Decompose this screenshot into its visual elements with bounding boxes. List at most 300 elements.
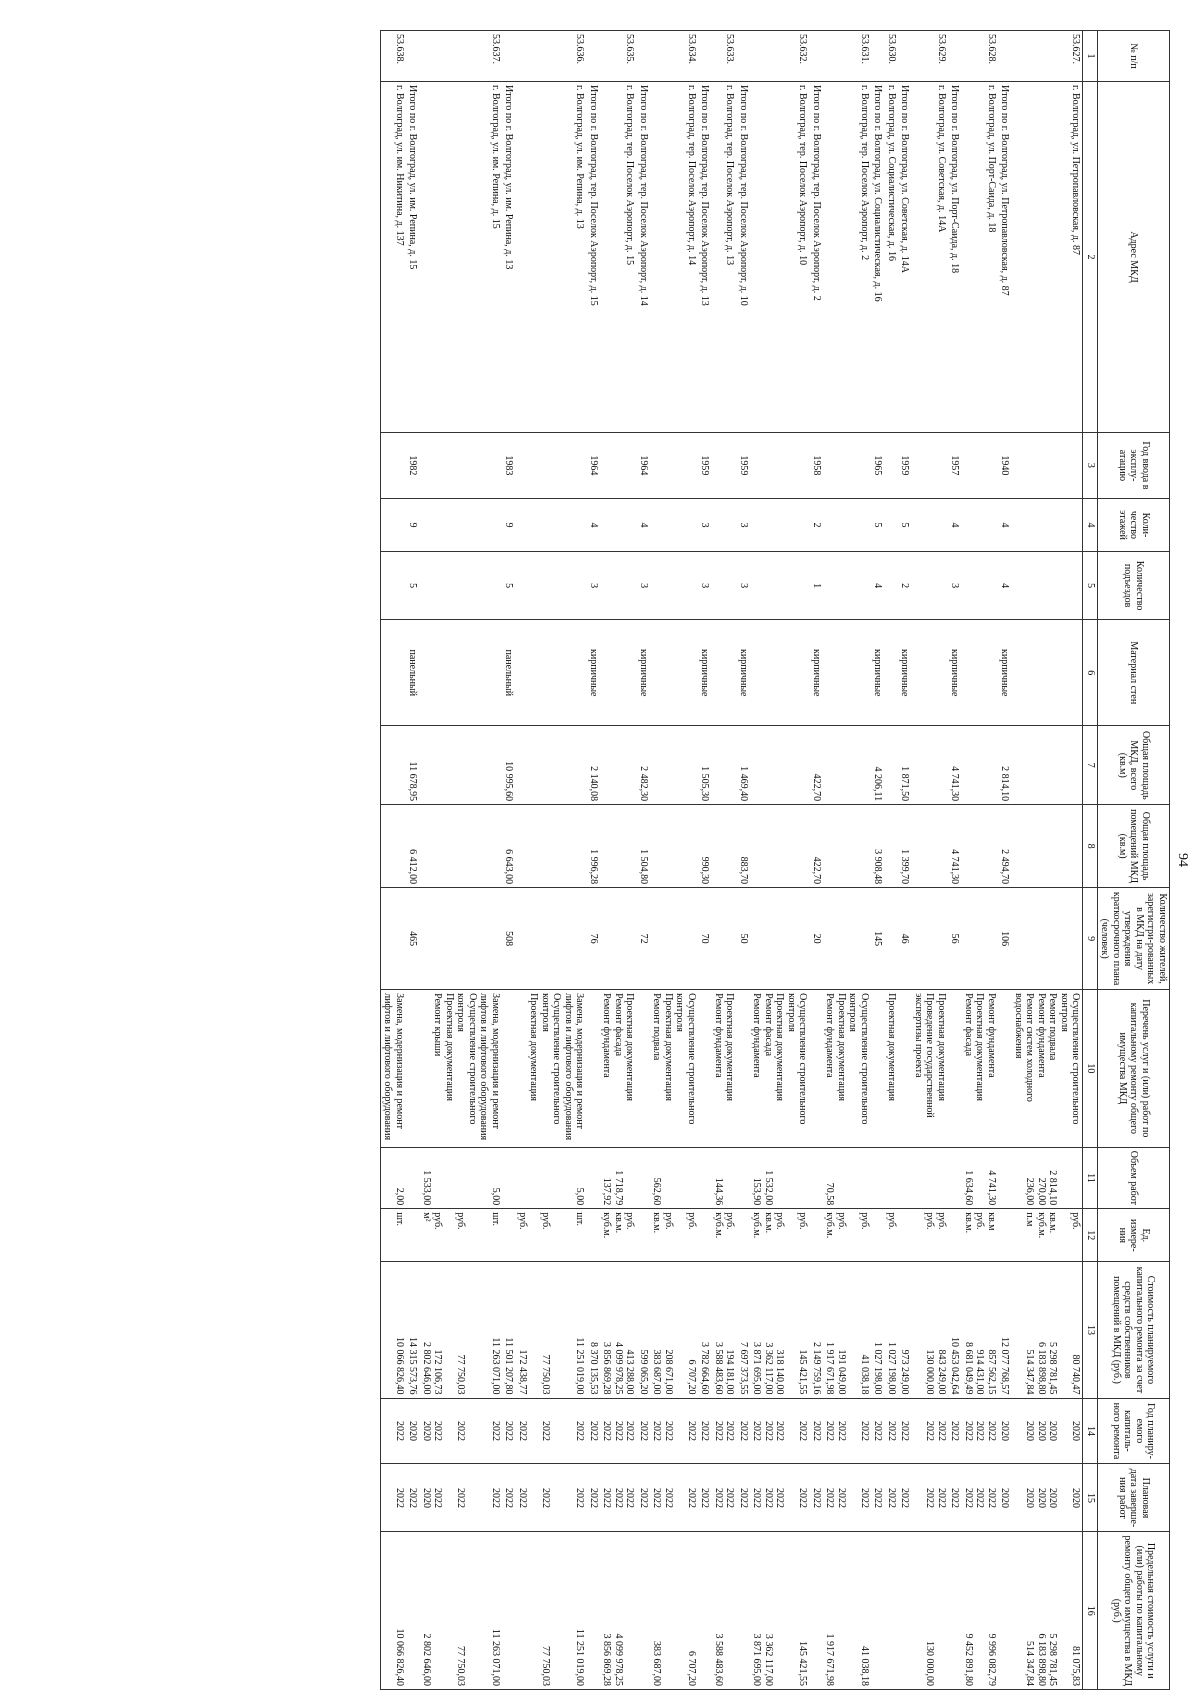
- table-cell: г. Волгоград, тер. Поселок Аэропорт, д. 14: [650, 82, 698, 433]
- table-cell: 11 678,95: [406, 726, 420, 805]
- table-cell: [381, 620, 407, 726]
- table-cell: 2022: [948, 1398, 962, 1464]
- table-cell: 2022: [737, 1464, 751, 1532]
- table-cell: 106: [998, 888, 1012, 990]
- table-cell: [885, 1532, 899, 1690]
- table-cell: 1982: [406, 432, 420, 498]
- table-cell: [823, 726, 871, 805]
- table-cell: [885, 805, 899, 888]
- table-row: [637, 31, 651, 1690]
- table-cell: 2022 2022 2022: [600, 1464, 637, 1532]
- table-row: [406, 31, 420, 1690]
- table-row: [962, 31, 999, 1690]
- column-number: 15: [1083, 1464, 1098, 1532]
- table-cell: [1012, 432, 1084, 498]
- table-cell: 1940: [998, 432, 1012, 498]
- table-cell: 2022: [737, 1398, 751, 1464]
- table-cell: 3: [637, 552, 651, 620]
- table-cell: 465: [406, 888, 420, 990]
- table-cell: [823, 498, 871, 551]
- table-cell: [998, 31, 1012, 82]
- table-cell: [516, 498, 587, 551]
- table-cell: [885, 726, 899, 805]
- table-cell: 5,00 1 533,00: [420, 1147, 503, 1209]
- table-cell: 2022: [698, 1464, 712, 1532]
- table-cell: [600, 432, 637, 498]
- column-number: 11: [1083, 1147, 1098, 1209]
- table-cell: 5: [502, 552, 516, 620]
- table-cell: [898, 31, 912, 82]
- table-cell: [998, 990, 1012, 1147]
- table-cell: Итого по г. Волгоград, тер. Поселок Аэропорт, д. 14: [637, 82, 651, 433]
- header-cell: Перечень услуг и (или) работ по капитальному ремонту общего имущества МКД: [1098, 990, 1170, 1147]
- table-cell: 56: [948, 888, 962, 990]
- table-cell: 2022 2022 2022 2022: [750, 1464, 810, 1532]
- table-cell: кирпичные: [871, 620, 885, 726]
- table-cell: 990,30: [698, 805, 712, 888]
- table-cell: 10 995,60: [502, 726, 516, 805]
- table-cell: 9: [502, 498, 516, 551]
- table-cell: г. Волгоград, ул. Порт-Саида, д. 18: [962, 82, 999, 433]
- table-cell: руб. руб. кв.м. куб.м.: [750, 1209, 810, 1262]
- table-cell: [948, 1147, 962, 1209]
- table-cell: [712, 432, 737, 498]
- table-cell: [750, 888, 810, 990]
- table-cell: 1 871,50: [898, 726, 912, 805]
- table-cell: 843 249,00 130 000,00: [912, 1262, 949, 1398]
- table-cell: 2020: [998, 1398, 1012, 1464]
- table-cell: 6 707,20 208 671,00 383 687,00: [650, 1262, 698, 1398]
- table-cell: [871, 1147, 885, 1209]
- table-cell: 53.637.: [420, 31, 503, 82]
- table-cell: 145: [871, 888, 885, 990]
- table-row: [948, 31, 962, 1690]
- table-cell: 2022 2022 2022: [962, 1398, 999, 1464]
- table-cell: руб. кв.м. куб.м. п.м: [1012, 1209, 1084, 1262]
- table-cell: 9 996 082,79 9 452 891,80: [962, 1532, 999, 1690]
- table-cell: [871, 990, 885, 1147]
- table-cell: 1983: [502, 432, 516, 498]
- table-cell: [381, 432, 407, 498]
- table-cell: 2 482,30: [637, 726, 651, 805]
- table-cell: 2022 2022 2022 2020: [420, 1398, 503, 1464]
- table-cell: 2022: [871, 1464, 885, 1532]
- table-cell: 4 099 978,25 3 856 869,28: [600, 1532, 637, 1690]
- table-cell: шт. руб. руб.: [516, 1209, 587, 1262]
- table-cell: г. Волгоград, ул. им. Никитина, д. 137: [381, 82, 407, 433]
- table-cell: 53.628.: [962, 31, 999, 82]
- table-cell: [406, 1209, 420, 1262]
- table-cell: [750, 498, 810, 551]
- table-cell: кв.м руб. кв.м.: [962, 1209, 999, 1262]
- table-cell: [885, 498, 899, 551]
- table-cell: 2022: [810, 1398, 824, 1464]
- table-cell: 4 741,30 1 634,60: [962, 1147, 999, 1209]
- table-row: [381, 31, 407, 1690]
- table-cell: г. Волгоград, ул. Петропавловская, д. 87: [1012, 82, 1084, 433]
- table-cell: 2022: [381, 1464, 407, 1532]
- table-cell: [823, 432, 871, 498]
- table-cell: Итого по г. Волгоград, тер. Поселок Аэропорт, д. 15: [587, 82, 601, 433]
- table-cell: Осуществление строительного контроля Проектная документация Ремонт фундамента: [823, 990, 871, 1147]
- table-row: [698, 31, 712, 1690]
- column-number: 4: [1083, 498, 1098, 551]
- table-cell: [912, 1147, 949, 1209]
- table-cell: 12 077 768,57: [998, 1262, 1012, 1398]
- table-cell: 53.631.: [823, 31, 871, 82]
- table-cell: [948, 31, 962, 82]
- table-cell: 3: [948, 552, 962, 620]
- table-cell: 41 038,18 191 049,00 1 917 671,98: [823, 1262, 871, 1398]
- table-cell: 1964: [637, 432, 651, 498]
- page-number: 94: [1175, 853, 1190, 867]
- header-cell: Коли-чество этажей: [1098, 498, 1170, 551]
- table-cell: 2022: [885, 1464, 899, 1532]
- table-cell: [712, 498, 737, 551]
- table-cell: [712, 888, 737, 990]
- table-cell: кирпичные: [637, 620, 651, 726]
- table-cell: [637, 1209, 651, 1262]
- table-cell: 6 707,20 383 687,00: [650, 1532, 698, 1690]
- table-cell: Проектная документация: [885, 990, 899, 1147]
- header-cell: Стоимость планируемого капитального ремонта за счет средств собственников помещений в МКД (руб.): [1098, 1262, 1170, 1398]
- table-cell: 7 697 373,55: [737, 1262, 751, 1398]
- table-row: [1012, 31, 1084, 1690]
- table-cell: [650, 498, 698, 551]
- table-cell: 2020 2020 2020 2020: [1012, 1464, 1084, 1532]
- table-cell: [810, 1147, 824, 1209]
- column-number: 14: [1083, 1398, 1098, 1464]
- table-cell: [420, 498, 503, 551]
- table-cell: 2: [898, 552, 912, 620]
- table-cell: 9: [406, 498, 420, 551]
- table-cell: 3: [587, 552, 601, 620]
- table-cell: Осуществление строительного контроля Проектная документация Ремонт фасада Ремонт фундамента: [750, 990, 810, 1147]
- table-cell: [516, 432, 587, 498]
- table-cell: [885, 432, 899, 498]
- table-cell: 2022 2022: [712, 1464, 737, 1532]
- table-cell: [600, 888, 637, 990]
- table-cell: 1 505,30: [698, 726, 712, 805]
- table-cell: 562,60: [650, 1147, 698, 1209]
- table-cell: 2022 2022 2022: [600, 1398, 637, 1464]
- table-cell: 2 149 759,16: [810, 1262, 824, 1398]
- table-cell: 3: [698, 552, 712, 620]
- table-cell: Итого по г. Волгоград, тер. Поселок Аэропорт, д. 13: [698, 82, 712, 433]
- rotated-page: [40, 30, 1190, 1690]
- table-cell: 3: [698, 498, 712, 551]
- table-cell: 2022: [381, 1398, 407, 1464]
- table-cell: Итого по г. Волгоград, ул. им. Репина, д. 15: [406, 82, 420, 433]
- table-cell: 10 066 826,40: [381, 1262, 407, 1398]
- table-cell: [1012, 498, 1084, 551]
- table-cell: 53.633.: [712, 31, 737, 82]
- table-cell: [737, 31, 751, 82]
- table-cell: 1 718,79 137,92: [600, 1147, 637, 1209]
- table-cell: 4: [637, 498, 651, 551]
- table-cell: 53.629.: [912, 31, 949, 82]
- table-cell: 53.627.: [1012, 31, 1084, 82]
- table-cell: 2022: [502, 1398, 516, 1464]
- table-cell: 2022 2022 2022: [823, 1464, 871, 1532]
- table-cell: 3 908,48: [871, 805, 885, 888]
- table-cell: 1964: [587, 432, 601, 498]
- table-cell: [871, 31, 885, 82]
- table-cell: руб. кв.м. куб.м.: [600, 1209, 637, 1262]
- table-cell: Проектная документация Ремонт фасада Ремонт фундамента: [600, 990, 637, 1147]
- table-cell: [600, 552, 637, 620]
- table-row: [912, 31, 949, 1690]
- table-cell: [750, 726, 810, 805]
- table-cell: [823, 888, 871, 990]
- table-cell: 2022 2022: [712, 1398, 737, 1464]
- table-cell: 11 263 071,00 77 750,03 172 106,73 2 802 646,00: [420, 1262, 503, 1398]
- table-cell: [912, 805, 949, 888]
- table-cell: г. Волгоград, ул. Советская, д. 14А: [912, 82, 949, 433]
- table-cell: [502, 1532, 516, 1690]
- table-cell: [381, 888, 407, 990]
- table-cell: 2022 2022 2022: [516, 1464, 587, 1532]
- table-cell: [420, 620, 503, 726]
- table-cell: 422,70: [810, 805, 824, 888]
- table-cell: 4: [871, 552, 885, 620]
- table-cell: кирпичные: [948, 620, 962, 726]
- table-cell: шт. руб. руб. м²: [420, 1209, 503, 1262]
- table-cell: [637, 1532, 651, 1690]
- table-cell: 4 741,30: [948, 726, 962, 805]
- column-number: 2: [1083, 82, 1098, 433]
- table-cell: 857 562,15 914 431,00 8 681 049,49: [962, 1262, 999, 1398]
- table-cell: [698, 31, 712, 82]
- table-cell: кирпичные: [737, 620, 751, 726]
- table-cell: [823, 552, 871, 620]
- table-cell: [1012, 552, 1084, 620]
- column-number: 5: [1083, 552, 1098, 620]
- column-number: 13: [1083, 1262, 1098, 1398]
- table-cell: Проектная документация Ремонт фундамента: [712, 990, 737, 1147]
- table-cell: [698, 1209, 712, 1262]
- table-cell: [587, 31, 601, 82]
- table-cell: [962, 888, 999, 990]
- column-number-row: [1083, 31, 1098, 1690]
- table-cell: кирпичные: [698, 620, 712, 726]
- table-cell: [998, 1532, 1012, 1690]
- table-cell: [898, 990, 912, 1147]
- table-cell: 413 288,00 4 099 978,25 3 856 869,28: [600, 1262, 637, 1398]
- column-number: 9: [1083, 888, 1098, 990]
- table-cell: 4: [998, 552, 1012, 620]
- table-cell: [912, 552, 949, 620]
- table-cell: Осуществление строительного контроля Проектная документация Ремонт подвала: [650, 990, 698, 1147]
- table-cell: 14 315 573,76: [406, 1262, 420, 1398]
- table-cell: [912, 620, 949, 726]
- table-cell: 2022: [948, 1464, 962, 1532]
- header-cell: Плановая дата заверше-ния работ: [1098, 1464, 1170, 1532]
- header-cell: Материал стен: [1098, 620, 1170, 726]
- table-cell: 1 996,28: [587, 805, 601, 888]
- table-cell: [912, 726, 949, 805]
- table-cell: Замена, модернизация и ремонт лифтов и лифтового оборудования: [381, 990, 407, 1147]
- table-cell: 1959: [898, 432, 912, 498]
- table-cell: 20: [810, 888, 824, 990]
- table-cell: кирпичные: [587, 620, 601, 726]
- table-cell: [600, 620, 637, 726]
- table-cell: [998, 1147, 1012, 1209]
- table-cell: [962, 552, 999, 620]
- table-cell: шт.: [381, 1209, 407, 1262]
- table-cell: [420, 552, 503, 620]
- table-cell: [898, 1147, 912, 1209]
- header-cell: Общая площадь МКД, всего (кв.м): [1098, 726, 1170, 805]
- table-cell: [381, 805, 407, 888]
- table-cell: [712, 552, 737, 620]
- table-cell: г. Волгоград, ул. им. Репина, д. 15: [420, 82, 503, 433]
- table-cell: 5: [871, 498, 885, 551]
- table-cell: [962, 620, 999, 726]
- table-cell: [712, 726, 737, 805]
- table-cell: г. Волгоград, ул. Социалистическая, д. 16: [885, 82, 899, 433]
- header-cell: Год ввода в эксплу-атацию: [1098, 432, 1170, 498]
- table-row: [650, 31, 698, 1690]
- table-cell: [420, 805, 503, 888]
- header-cell: Адрес МКД: [1098, 82, 1170, 433]
- table-cell: 145 421,55 318 140,00 3 362 117,00 3 871 695,00: [750, 1262, 810, 1398]
- table-cell: 1959: [737, 432, 751, 498]
- table-row: [600, 31, 637, 1690]
- table-cell: 2022: [637, 1464, 651, 1532]
- column-number: 10: [1083, 990, 1098, 1147]
- table-cell: [962, 498, 999, 551]
- table-cell: 11 251 019,00 77 750,03 172 438,77: [516, 1262, 587, 1398]
- table-cell: 2022: [587, 1398, 601, 1464]
- table-cell: [962, 432, 999, 498]
- table-row: [998, 31, 1012, 1690]
- table-cell: руб. куб.м.: [712, 1209, 737, 1262]
- table-cell: [587, 1532, 601, 1690]
- table-cell: 2022: [871, 1398, 885, 1464]
- table-cell: Итого по г. Волгоград, тер. Поселок Аэропорт, д. 2: [810, 82, 824, 433]
- table-cell: 2022 2022 2022: [962, 1464, 999, 1532]
- table-cell: [898, 1532, 912, 1690]
- table-cell: 1 399,70: [898, 805, 912, 888]
- table-cell: руб. руб. кв.м.: [650, 1209, 698, 1262]
- table-cell: [885, 1147, 899, 1209]
- table-cell: Замена, модернизация и ремонт лифтов и лифтового оборудования Осуществление строительного контроля Проектная документация Ремонт крыши: [420, 990, 503, 1147]
- table-cell: руб. руб. куб.м.: [823, 1209, 871, 1262]
- table-cell: 2022 2022 2022: [823, 1398, 871, 1464]
- table-cell: 2020 2020 2020 2020: [1012, 1398, 1084, 1464]
- header-cell: Год планиру-емого капиталь-ного ремонта: [1098, 1398, 1170, 1464]
- table-cell: [420, 888, 503, 990]
- table-row: [516, 31, 587, 1690]
- column-number: 1: [1083, 31, 1098, 82]
- table-cell: [516, 552, 587, 620]
- table-cell: [381, 498, 407, 551]
- table-row: [823, 31, 871, 1690]
- table-cell: 2022 2022: [912, 1464, 949, 1532]
- table-row: [737, 31, 751, 1690]
- table-cell: 2 494,70: [998, 805, 1012, 888]
- table-cell: 599 065,20: [637, 1262, 651, 1398]
- table-cell: [516, 620, 587, 726]
- table-cell: [587, 1147, 601, 1209]
- table-cell: 70,58: [823, 1147, 871, 1209]
- table-row: [420, 31, 503, 1690]
- table-cell: [737, 1532, 751, 1690]
- table-cell: [810, 1532, 824, 1690]
- header-cell: Предельная стоимость услуги и (или) работы по капитальному ремонту общего имущества в МКД (руб.): [1098, 1532, 1170, 1690]
- table-cell: [998, 1209, 1012, 1262]
- table-cell: 3: [737, 498, 751, 551]
- table-body: [381, 31, 1084, 1690]
- table-cell: Замена, модернизация и ремонт лифтов и лифтового оборудования Осуществление строительного контроля Проектная документация: [516, 990, 587, 1147]
- table-cell: [912, 498, 949, 551]
- header-cell: Количество подъездов: [1098, 552, 1170, 620]
- table-cell: 11 501 207,80: [502, 1262, 516, 1398]
- table-cell: [698, 990, 712, 1147]
- table-cell: Итого по г. Волгоград, ул. им. Репина, д. 13: [502, 82, 516, 433]
- table-cell: [650, 552, 698, 620]
- table-cell: 2 140,08: [587, 726, 601, 805]
- table-cell: [420, 432, 503, 498]
- table-cell: 1: [810, 552, 824, 620]
- table-cell: [502, 1209, 516, 1262]
- table-cell: руб. руб.: [912, 1209, 949, 1262]
- table-row: [885, 31, 899, 1690]
- table-cell: [600, 805, 637, 888]
- column-number: 3: [1083, 432, 1098, 498]
- table-cell: 2: [810, 498, 824, 551]
- table-cell: 1 027 198,00: [871, 1262, 885, 1398]
- table-cell: [737, 1147, 751, 1209]
- table-cell: 2022: [406, 1464, 420, 1532]
- table-cell: [650, 888, 698, 990]
- table-cell: 2022: [502, 1464, 516, 1532]
- table-cell: 2022 2022 2022: [650, 1464, 698, 1532]
- table-cell: Итого по г. Волгоград, ул. Петропавловская, д. 87: [998, 82, 1012, 433]
- header-cell: Объем работ: [1098, 1147, 1170, 1209]
- table-cell: 2022 2022 2022 2022: [750, 1398, 810, 1464]
- table-cell: руб.: [885, 1209, 899, 1262]
- table-cell: 2022: [637, 1398, 651, 1464]
- table-cell: 5: [406, 552, 420, 620]
- table-cell: [406, 1532, 420, 1690]
- table-cell: 10 453 042,64: [948, 1262, 962, 1398]
- table-cell: 2022: [898, 1464, 912, 1532]
- table-cell: 2 814,10: [998, 726, 1012, 805]
- table-cell: [810, 1209, 824, 1262]
- table-cell: [502, 990, 516, 1147]
- table-cell: 3: [737, 552, 751, 620]
- table-cell: 1 504,80: [637, 805, 651, 888]
- table-cell: 11 263 071,00 77 750,03 2 802 646,00: [420, 1532, 503, 1690]
- table-cell: 2 814,10 270,00 236,00: [1012, 1147, 1084, 1209]
- table-cell: 2022 2022: [912, 1398, 949, 1464]
- header-cell: № п/п: [1098, 31, 1170, 82]
- table-cell: [712, 620, 737, 726]
- table-cell: 2022 2022 2022 2020: [420, 1464, 503, 1532]
- table-cell: [600, 498, 637, 551]
- table-cell: [381, 726, 407, 805]
- table-cell: 2022: [698, 1398, 712, 1464]
- table-cell: [948, 990, 962, 1147]
- table-cell: 4: [587, 498, 601, 551]
- table-cell: [502, 31, 516, 82]
- table-cell: [587, 1209, 601, 1262]
- table-cell: 76: [587, 888, 601, 990]
- column-number: 16: [1083, 1532, 1098, 1690]
- table-cell: 53.630.: [885, 31, 899, 82]
